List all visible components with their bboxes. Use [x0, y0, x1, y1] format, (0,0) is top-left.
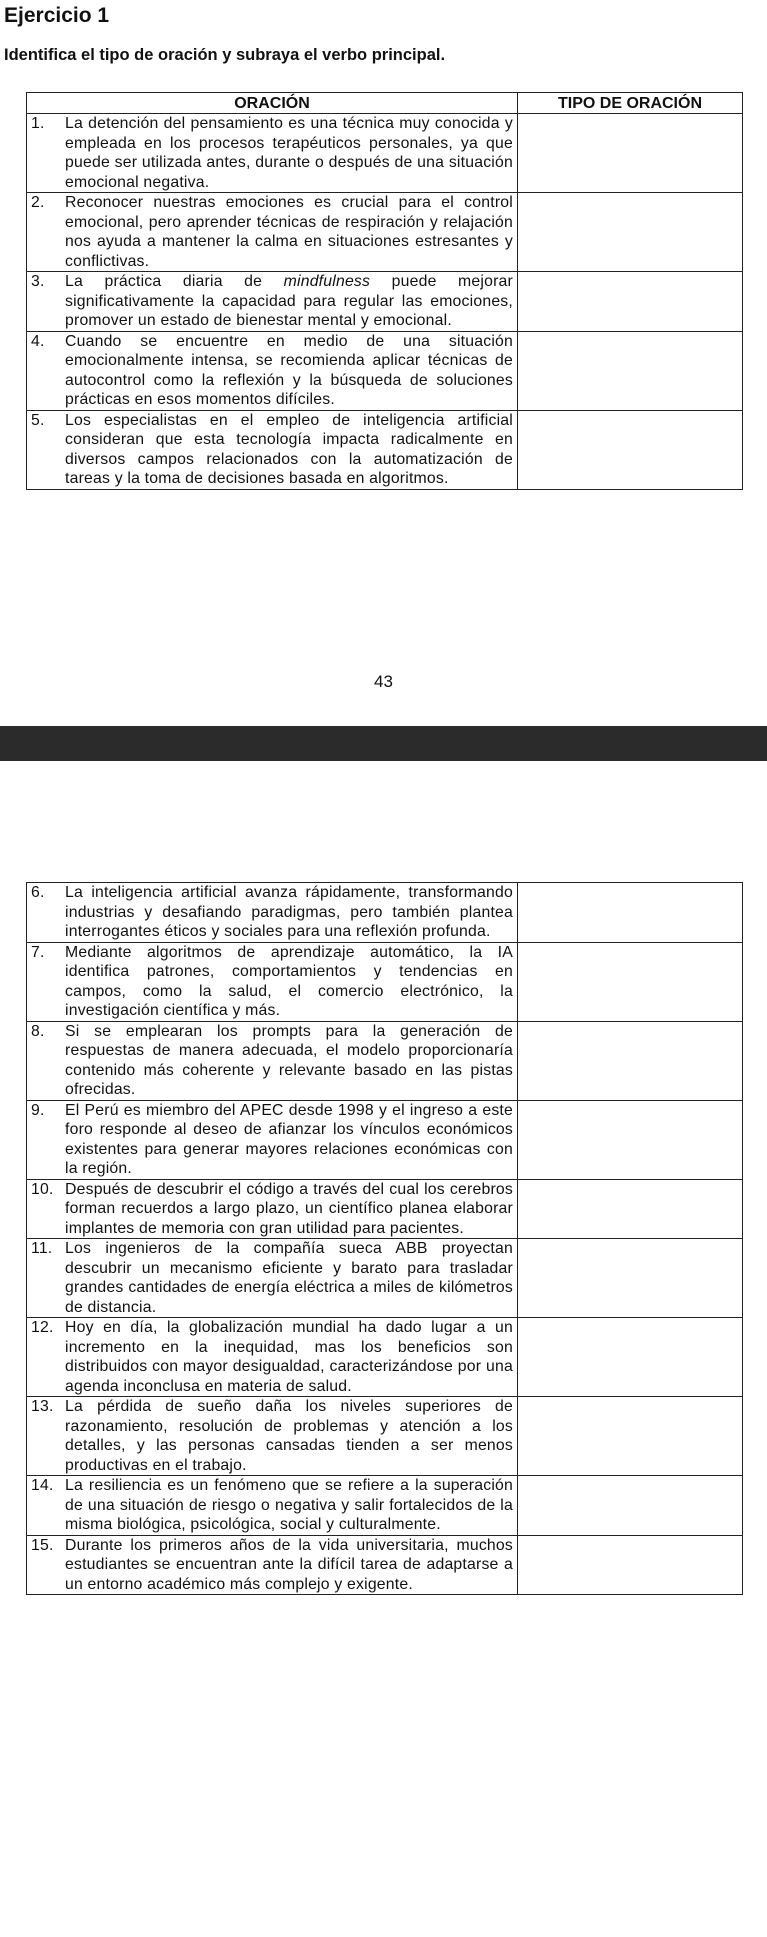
answer-cell[interactable]: [518, 1318, 743, 1397]
sentence-cell: [27, 1535, 518, 1595]
sentence-cell: [27, 114, 518, 193]
table-row: [27, 410, 743, 489]
table-header-row: [27, 93, 743, 114]
table-row: [27, 1021, 743, 1100]
sentence-number: 12.: [31, 1319, 54, 1336]
sentence-text: Cuando se encuentre en medio de una situación emocionalmente intensa, se recomienda aplicar técnicas de autocontrol como la reflexión y la búsqueda de soluciones prácticas en esos momentos difíciles.: [65, 332, 513, 408]
answer-cell[interactable]: [518, 883, 743, 943]
table-row: [27, 1318, 743, 1397]
table-row: [27, 942, 743, 1021]
table-row: [27, 1476, 743, 1536]
sentence-cell: [27, 1100, 518, 1179]
answer-cell[interactable]: [518, 331, 743, 410]
answer-cell[interactable]: [518, 942, 743, 1021]
answer-cell[interactable]: [518, 193, 743, 272]
answer-cell[interactable]: [518, 410, 743, 489]
sentence-text: Después de descubrir el código a través del cual los cerebros forman recuerdos a largo plazo, un científico planea elaborar implantes de memoria con gran utilidad para pacientes.: [65, 1180, 513, 1237]
table-row: [27, 1100, 743, 1179]
sentence-text: Durante los primeros años de la vida universitaria, muchos estudiantes se encuentran ante la difícil tarea de adaptarse a un entorno académico más complejo y exigente.: [65, 1536, 513, 1593]
sentence-cell: [27, 193, 518, 272]
sentence-text: La pérdida de sueño daña los niveles superiores de razonamiento, resolución de problemas y atención a los detalles, y las personas cansadas tienden a ser menos productivas en el trabajo.: [65, 1398, 513, 1474]
sentence-text: La resiliencia es un fenómeno que se refiere a la superación de una situación de riesgo o negativa y salir fortalecidos de la misma biológica, psicológica, social y culturalmente.: [65, 1477, 513, 1533]
table-row: [27, 193, 743, 272]
page-separator: [0, 726, 767, 761]
sentence-cell: [27, 1397, 518, 1476]
sentence-text-part: puede mejorar significativamente la capacidad para regular las emociones, promover un estado de bienestar mental y emocional.: [65, 273, 513, 329]
sentence-text: Si se emplearan los prompts para la generación de respuestas de manera adecuada, el modelo proporcionaría contenido más coherente y relevante basado en las pistas ofrecidas.: [65, 1022, 513, 1098]
answer-cell[interactable]: [518, 1179, 743, 1239]
sentence-cell: [27, 1239, 518, 1318]
sentence-number: 7.: [31, 943, 45, 961]
sentence-text: La inteligencia artificial avanza rápidamente, transformando industrias y desafiando paradigmas, pero también plantea interrogantes éticos y sociales para una reflexión profunda.: [65, 884, 513, 940]
exercise-title: Ejercicio 1: [4, 4, 110, 27]
sentence-cell: [27, 272, 518, 332]
sentence-number: 5.: [31, 411, 45, 429]
sentence-number: 10.: [31, 1180, 54, 1198]
sentence-text: Mediante algoritmos de aprendizaje automático, la IA identifica patrones, comportamientos y tendencias en campos, como la salud, el comercio electrónico, la investigación científica y más.: [65, 943, 513, 1019]
sentence-number: 3.: [31, 273, 45, 290]
answer-cell[interactable]: [518, 1021, 743, 1100]
sentence-text: Los ingenieros de la compañía sueca ABB proyectan descubrir un mecanismo eficiente y barato para trasladar grandes cantidades de energía eléctrica a miles de kilómetros de distancia.: [65, 1240, 513, 1316]
answer-cell[interactable]: [518, 1476, 743, 1536]
sentence-text: Reconocer nuestras emociones es crucial para el control emocional, pero aprender técnicas de respiración y relajación nos ayuda a mantener la calma en situaciones estresantes y conflictivas.: [65, 194, 513, 270]
sentence-cell: [27, 942, 518, 1021]
table-row: [27, 114, 743, 193]
sentence-cell: [27, 1179, 518, 1239]
sentence-text: Hoy en día, la globalización mundial ha dado lugar a un incremento en la inequidad, mas los beneficios son distribuidos con mayor desigualdad, caracterizándose por una agenda inconclusa en materia de salud.: [65, 1319, 513, 1395]
answer-cell[interactable]: [518, 114, 743, 193]
table-row: [27, 1535, 743, 1595]
table-row: [27, 272, 743, 332]
sentence-cell: [27, 1318, 518, 1397]
page-number: 43: [374, 672, 393, 691]
table-row: [27, 1239, 743, 1318]
answer-cell[interactable]: [518, 1397, 743, 1476]
sentence-number: 6.: [31, 884, 45, 901]
table-row: [27, 331, 743, 410]
sentence-number: 15.: [31, 1536, 54, 1554]
sentence-number: 8.: [31, 1022, 45, 1040]
sentence-number: 4.: [31, 332, 45, 350]
sentence-cell: [27, 331, 518, 410]
sentence-text: Los especialistas en el empleo de inteligencia artificial consideran que esta tecnología impacta radicalmente en diversos campos relacionados con la automatización de tareas y la toma de decisiones basada en algoritmos.: [65, 411, 513, 487]
sentence-cell: [27, 883, 518, 943]
instruction-text: Identifica el tipo de oración y subraya el verbo principal.: [4, 46, 446, 64]
page-43: [0, 0, 767, 726]
answer-cell[interactable]: [518, 1100, 743, 1179]
sentence-number: 13.: [31, 1398, 54, 1415]
sentence-number: 2.: [31, 194, 45, 211]
sentence-cell: [27, 1021, 518, 1100]
sentence-number: 14.: [31, 1477, 54, 1494]
answer-cell[interactable]: [518, 272, 743, 332]
sentence-cell: [27, 1476, 518, 1536]
table-row: [27, 1397, 743, 1476]
header-oracion: ORACIÓN: [27, 93, 518, 114]
table-row: [27, 883, 743, 943]
table-row: [27, 1179, 743, 1239]
sentence-text: La detención del pensamiento es una técnica muy conocida y empleada en los procesos terapéuticos personales, ya que puede ser utilizada antes, durante o después de una situación emocional negativa.: [65, 115, 513, 191]
sentence-italic-term: mindfulness: [283, 273, 371, 290]
sentence-number: 9.: [31, 1101, 45, 1119]
sentence-table-page-1: [26, 92, 743, 490]
header-tipo-de-oracion: TIPO DE ORACIÓN: [518, 93, 743, 114]
sentence-text: El Perú es miembro del APEC desde 1998 y el ingreso a este foro responde al deseo de afianzar los vínculos económicos existentes para generar mayores relaciones económicas con la región.: [65, 1101, 513, 1177]
sentence-number: 1.: [31, 115, 45, 132]
answer-cell[interactable]: [518, 1535, 743, 1595]
sentence-number: 11.: [31, 1240, 53, 1257]
sentence-cell: [27, 410, 518, 489]
sentence-table-page-2: [26, 882, 743, 1595]
answer-cell[interactable]: [518, 1239, 743, 1318]
sentence-text-part: La práctica diaria de: [65, 273, 284, 290]
